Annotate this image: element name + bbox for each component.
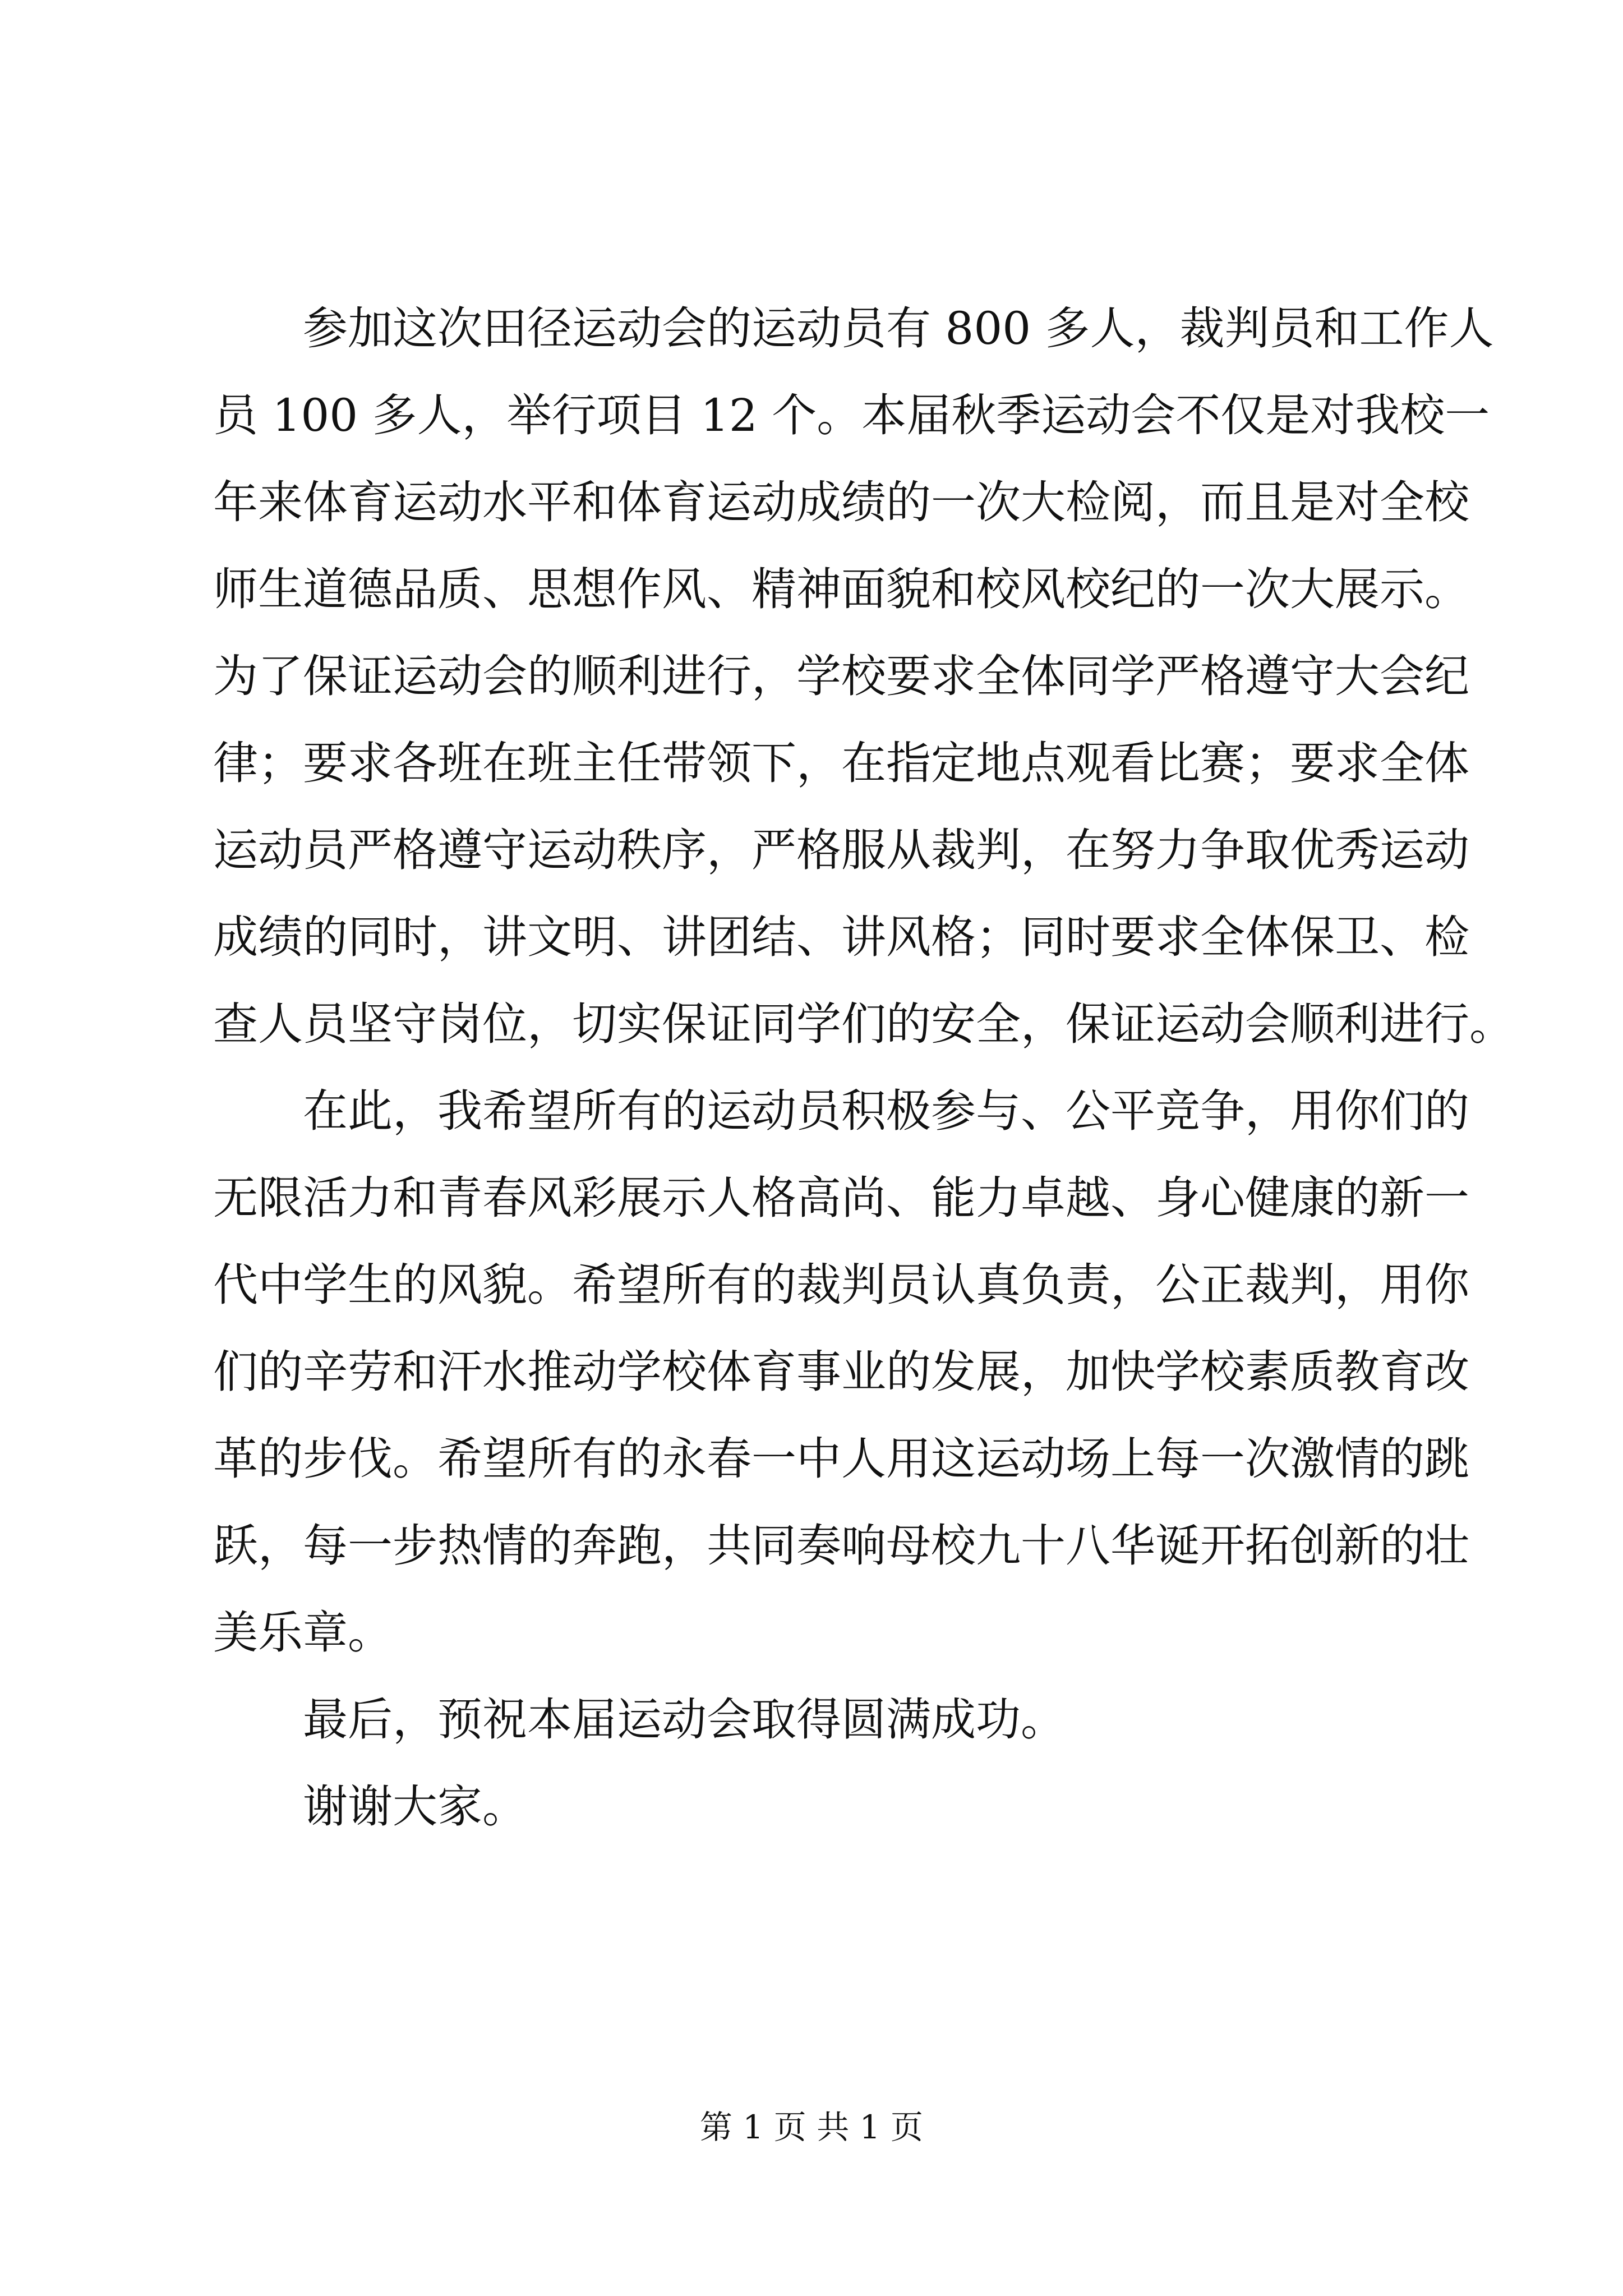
paragraph-1-line-6: 律；要求各班在班主任带领下，在指定地点观看比赛；要求全体 — [213, 737, 1469, 789]
paragraph-1-line-2: 员 100 多人，举行项目 12 个。本届秋季运动会不仅是对我校一 — [213, 389, 1490, 441]
paragraph-1-line-9: 查人员坚守岗位，切实保证同学们的安全，保证运动会顺利进行。 — [213, 998, 1514, 1050]
paragraph-2-line-1: 在此，我希望所有的运动员积极参与、公平竞争，用你们的 — [303, 1085, 1469, 1137]
paragraph-1-line-3: 年来体育运动水平和体育运动成绩的一次大检阅，而且是对全校 — [213, 476, 1469, 528]
document-body — [213, 285, 1514, 1850]
paragraph-1-line-5: 为了保证运动会的顺利进行，学校要求全体同学严格遵守大会纪 — [213, 650, 1469, 702]
paragraph-1-line-8: 成绩的同时，讲文明、讲团结、讲风格；同时要求全体保卫、检 — [213, 911, 1469, 963]
paragraph-2-line-6: 跃，每一步热情的奔跑，共同奏响母校九十八华诞开拓创新的壮 — [213, 1520, 1469, 1572]
paragraph-2-line-2: 无限活力和青春风彩展示人格高尚、能力卓越、身心健康的新一 — [213, 1172, 1469, 1224]
paragraph-3-line-1: 最后，预祝本届运动会取得圆满成功。 — [303, 1694, 1066, 1746]
paragraph-2-line-7: 美乐章。 — [213, 1607, 393, 1659]
paragraph-1-line-4: 师生道德品质、思想作风、精神面貌和校风校纪的一次大展示。 — [213, 563, 1469, 615]
paragraph-2-line-5: 革的步伐。希望所有的永春一中人用这运动场上每一次激情的跳 — [213, 1433, 1469, 1485]
page-number-footer: 第 1 页 共 1 页 — [700, 2108, 923, 2146]
paragraph-4-line-1: 谢谢大家。 — [303, 1780, 527, 1833]
paragraph-1-line-1: 参加这次田径运动会的运动员有 800 多人，裁判员和工作人 — [303, 302, 1494, 355]
paragraph-1-line-7: 运动员严格遵守运动秩序，严格服从裁判，在努力争取优秀运动 — [213, 824, 1469, 876]
paragraph-2-line-3: 代中学生的风貌。希望所有的裁判员认真负责，公正裁判，用你 — [213, 1259, 1469, 1311]
paragraph-2-line-4: 们的辛劳和汗水推动学校体育事业的发展，加快学校素质教育改 — [213, 1346, 1469, 1398]
